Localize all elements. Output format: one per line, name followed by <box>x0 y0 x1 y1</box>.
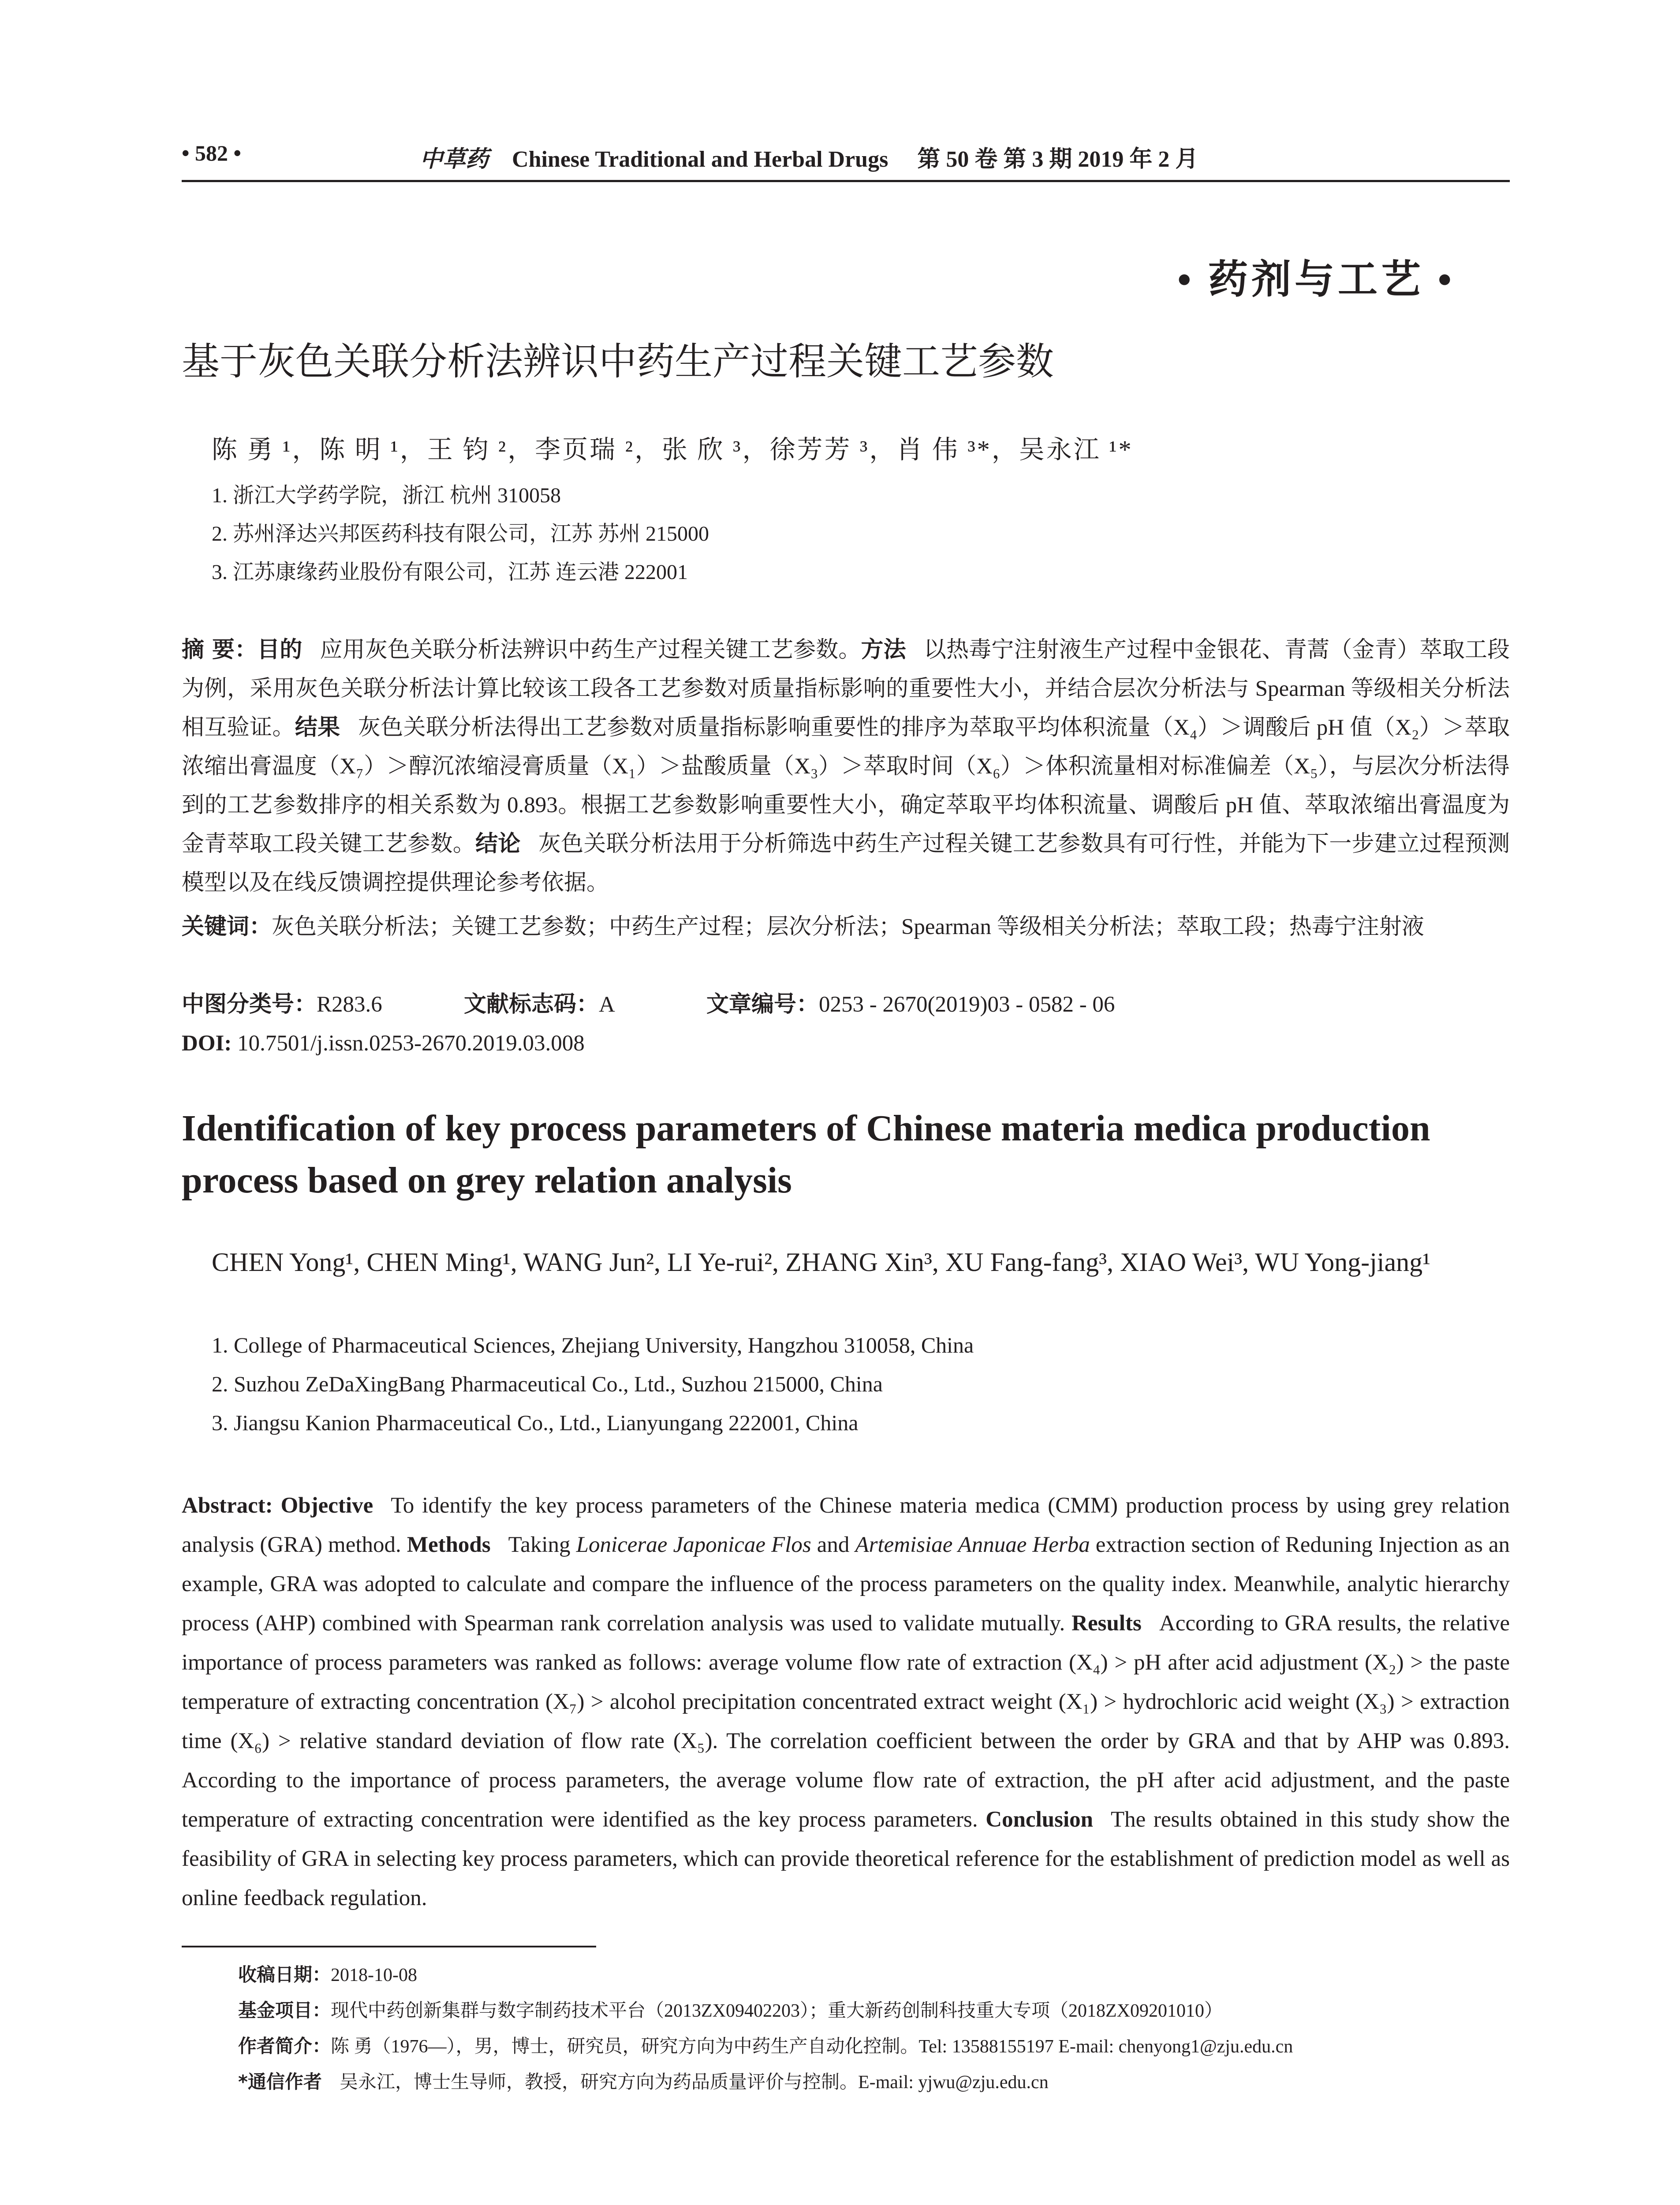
article-no-label: 文章编号： <box>706 991 819 1017</box>
cn-abstract-label: 摘 要： <box>182 637 258 663</box>
en-affiliations <box>212 1326 974 1442</box>
cn-keywords-label: 关键词： <box>182 914 272 940</box>
running-head <box>182 140 1510 180</box>
en-abstract <box>182 1486 1510 1918</box>
doc-code-group <box>464 985 706 1024</box>
author-bio-text: 陈 勇（1976—），男，博士，研究员，研究方向为中药生产自动化控制。Tel: 13588155197 E-mail: chenyong1@zju.edu.cn <box>331 2037 1293 2057</box>
en-conclusion-label: Conclusion <box>986 1807 1093 1832</box>
en-methods-text: extraction section of Reduning Injection as an example, GRA was adopted to calculate and compare the influence of the process parameters on the quality index. Meanwhile, analytic hierarchy process (AHP) combined with Spearman rank correlation analysis was used to validate mutually. <box>182 1532 1510 1636</box>
cn-affiliation: 2. 苏州泽达兴邦医药科技有限公司，江苏 苏州 215000 <box>212 522 709 546</box>
author-bio-label: 作者简介： <box>238 2035 331 2057</box>
journal-issue: 第 50 卷 第 3 期 2019 年 2 月 <box>917 147 1198 172</box>
doc-code-label: 文献标志码： <box>464 991 599 1017</box>
doi-value: 10.7501/j.issn.0253-2670.2019.03.008 <box>237 1031 585 1056</box>
cn-methods-text: 以热毒宁注射液生产过程中金银花、青蒿（金青）萃取工段为例，采用灰色关联分析法计算比较该工段各工艺参数对质量指标影响的重要性大小，并结合层次分析法与 Spearman 等级相关分析法相互验证。 <box>182 638 1510 740</box>
cn-conclusion-label: 结论 <box>475 831 521 857</box>
doc-code-value: A <box>599 992 615 1017</box>
clc-group <box>182 985 464 1024</box>
en-objective-text: To identify the key process parameters of the Chinese materia medica (CMM) production process by using grey relation analysis (GRA) method. <box>182 1493 1510 1557</box>
journal-info <box>420 140 1198 173</box>
article-no-value: 0253 - 2670(2019)03 - 0582 - 06 <box>819 992 1115 1017</box>
fund-text: 现代中药创新集群与数字制药技术平台（2013ZX09402203）；重大新药创制科技重大专项（2018ZX09201010） <box>331 2001 1223 2021</box>
cn-affiliations <box>212 476 709 591</box>
en-abstract-label: Abstract: <box>182 1493 273 1518</box>
received-label: 收稿日期： <box>238 1964 331 1985</box>
section-label: • 药剂与工艺 • <box>1177 258 1455 302</box>
cn-affiliation: 1. 浙江大学药学院，浙江 杭州 310058 <box>212 484 561 507</box>
cn-keywords <box>182 908 1510 946</box>
cn-affiliation: 3. 江苏康缘药业股份有限公司，江苏 连云港 222001 <box>212 561 688 584</box>
clc-value: R283.6 <box>317 992 382 1017</box>
received-date: 2018-10-08 <box>331 1965 417 1985</box>
footnote-corresponding <box>238 2064 1293 2100</box>
cn-title: 基于灰色关联分析法辨识中药生产过程关键工艺参数 <box>182 340 1054 384</box>
footnote-received <box>238 1957 1293 1993</box>
en-results-label: Results <box>1071 1611 1142 1636</box>
cn-objective-label: 目的 <box>257 637 302 663</box>
journal-logo: 中草药 <box>420 147 489 172</box>
en-herb-1: Lonicerae Japonicae Flos <box>576 1532 811 1557</box>
fund-label: 基金项目： <box>238 1999 331 2021</box>
corresponding-text: 吴永江，博士生导师，教授，研究方向为药品质量评价与控制。E-mail: yjwu@zju.edu.cn <box>339 2072 1049 2093</box>
classification-line <box>182 985 1510 1024</box>
cn-authors: 陈 勇 ¹，陈 明 ¹，王 钧 ²，李页瑞 ²，张 欣 ³，徐芳芳 ³，肖 伟 ³*，吴永江 ¹* <box>212 435 1133 464</box>
en-herb-2: Artemisiae Annuae Herba <box>855 1532 1090 1557</box>
en-affiliation: 2. Suzhou ZeDaXingBang Pharmaceutical Co., Ltd., Suzhou 215000, China <box>212 1372 883 1396</box>
en-title: Identification of key process parameters of Chinese materia medica production process based on grey relation analysis <box>182 1108 1430 1201</box>
cn-methods-label: 方法 <box>861 637 906 663</box>
footnotes <box>238 1957 1293 2100</box>
footnote-fund <box>238 1993 1293 2029</box>
en-methods-pre: Taking <box>508 1532 571 1557</box>
cn-results-label: 结果 <box>295 714 340 740</box>
en-affiliation: 3. Jiangsu Kanion Pharmaceutical Co., Ltd., Lianyungang 222001, China <box>212 1410 859 1435</box>
doi-line <box>182 1024 585 1063</box>
corresponding-label: *通信作者 <box>238 2071 322 2093</box>
en-methods-and: and <box>817 1532 850 1557</box>
article-no-group <box>706 985 1115 1024</box>
en-results-text: According to GRA results, the relative importance of process parameters was ranked as follows: average volume flow rate of extraction (X₄) > pH after acid adjustment (X₂) > the paste temperature of extracting concentration (X₇) > alcohol precipitation concentrated extract weight (X₁) > hydrochloric acid weight (X₃) > extraction time (X₆) > relative standard deviation of flow rate (X₅). The correlation coefficient between the order by GRA and that by AHP was 0.893. According to the importance of process parameters, the average volume flow rate of extraction, the pH after acid adjustment, and the paste temperature of extracting concentration were identified as the key process parameters. <box>182 1611 1510 1832</box>
footnote-rule <box>182 1946 596 1947</box>
footnote-author <box>238 2029 1293 2064</box>
en-methods-label: Methods <box>407 1532 491 1557</box>
doi-label: DOI: <box>182 1031 232 1056</box>
cn-results-text: 灰色关联分析法得出工艺参数对质量指标影响重要性的排序为萃取平均体积流量（X₄）＞调酸后 pH 值（X₂）＞萃取浓缩出膏温度（X₇）＞醇沉浓缩浸膏质量（X₁）＞盐酸质量（X₃）＞萃取时间（X₆）＞体积流量相对标准偏差（X₅），与层次分析法得到的工艺参数排序的相关系数为 0.893。根据工艺参数影响重要性大小，确定萃取平均体积流量、调酸后 pH 值、萃取浓缩出膏温度为金青萃取工段关键工艺参数。 <box>182 715 1510 856</box>
journal-name: Chinese Traditional and Herbal Drugs <box>512 147 889 172</box>
en-objective-label: Objective <box>280 1493 373 1518</box>
cn-keywords-text: 灰色关联分析法；关键工艺参数；中药生产过程；层次分析法；Spearman 等级相关分析法；萃取工段；热毒宁注射液 <box>272 915 1424 939</box>
clc-label: 中图分类号： <box>182 991 317 1017</box>
cn-abstract <box>182 631 1510 902</box>
cn-objective-text: 应用灰色关联分析法辨识中药生产过程关键工艺参数。 <box>320 638 861 662</box>
page-number: • 582 • <box>182 141 242 165</box>
cn-conclusion-text: 灰色关联分析法用于分析筛选中药生产过程关键工艺参数具有可行性，并能为下一步建立过程预测模型以及在线反馈调控提供理论参考依据。 <box>182 832 1510 895</box>
header-rule <box>182 180 1510 182</box>
en-affiliation: 1. College of Pharmaceutical Sciences, Zhejiang University, Hangzhou 310058, China <box>212 1333 974 1357</box>
en-authors: CHEN Yong¹, CHEN Ming¹, WANG Jun², LI Ye-rui², ZHANG Xin³, XU Fang-fang³, XIAO Wei³, WU Yong-jiang¹ <box>212 1248 1431 1277</box>
en-conclusion-text: The results obtained in this study show the feasibility of GRA in selecting key process parameters, which can provide theoretical reference for the establishment of prediction model as well as online feedback regulation. <box>182 1807 1510 1910</box>
